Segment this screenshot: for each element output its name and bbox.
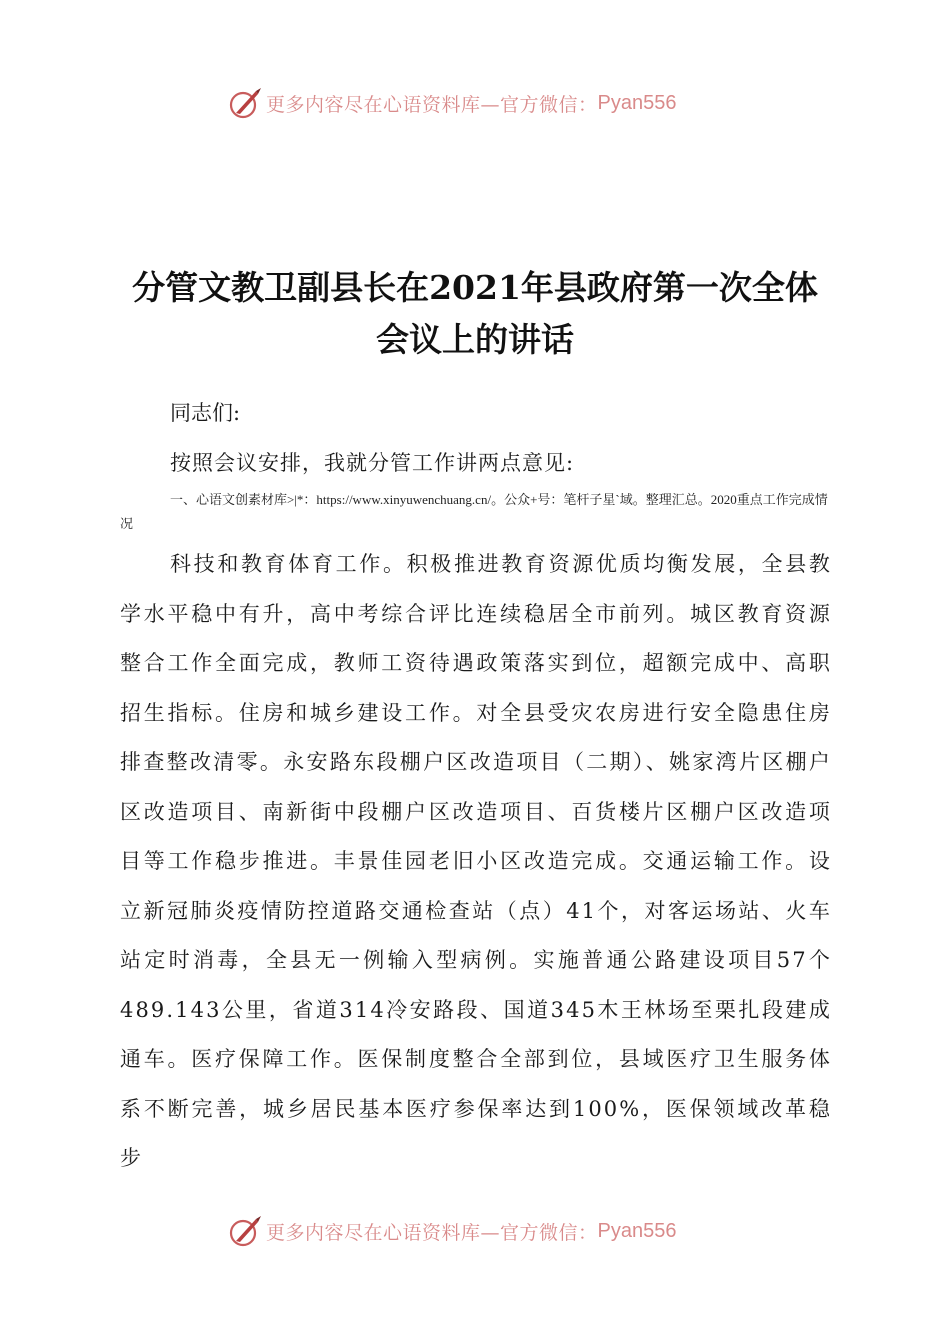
watermark-wechat-id: Pyan556 bbox=[597, 1219, 677, 1242]
source-note: 一、心语文创素材库>|*：https://www.xinyuwenchuang.cn/。公众+号：笔杆子星`域。整理汇总。2020重点工作完成情况 bbox=[120, 492, 828, 531]
header-watermark bbox=[228, 86, 676, 120]
quill-logo-icon bbox=[228, 86, 262, 120]
watermark-text: 更多内容尽在心语资料库—官方微信： bbox=[266, 1221, 598, 1244]
intro-paragraph: 按照会议安排，我就分管工作讲两点意见: bbox=[170, 451, 575, 475]
quill-logo-icon bbox=[228, 1214, 262, 1248]
footer-watermark bbox=[228, 1214, 676, 1248]
body-paragraph: 科技和教育体育工作。积极推进教育资源优质均衡发展，全县教学水平稳中有升，高中考综合评比连续稳居全市前列。城区教育资源整合工作全面完成，教师工资待遇政策落实到位，超额完成中、高职招生指标。住房和城乡建设工作。对全县受灾农房进行安全隐患住房排查整改清零。永安路东段棚户区改造项目（二期）、姚家湾片区棚户区改造项目、南新街中段棚户区改造项目、百货楼片区棚户区改造项目等工作稳步推进。丰景佳园老旧小区改造完成。交通运输工作。设立新冠肺炎疫情防控道路交通检查站（点）41个，对客运场站、火车站定时消毒，全县无一例输入型病例。实施普通公路建设项目57个489.143公里，省道314冷安路段、国道345木王林场至栗扎段建成通车。医疗保障工作。医保制度整合全部到位，县域医疗卫生服务体系不断完善，城乡居民基本医疗参保率达到100%，医保领域改革稳步 bbox=[120, 552, 832, 1170]
watermark-wechat-id: Pyan556 bbox=[597, 91, 677, 114]
document-title: 分管文教卫副县长在2021年县政府第一次全体会议上的讲话 bbox=[132, 268, 818, 359]
watermark-text: 更多内容尽在心语资料库—官方微信： bbox=[266, 93, 598, 116]
greeting: 同志们: bbox=[170, 401, 241, 425]
